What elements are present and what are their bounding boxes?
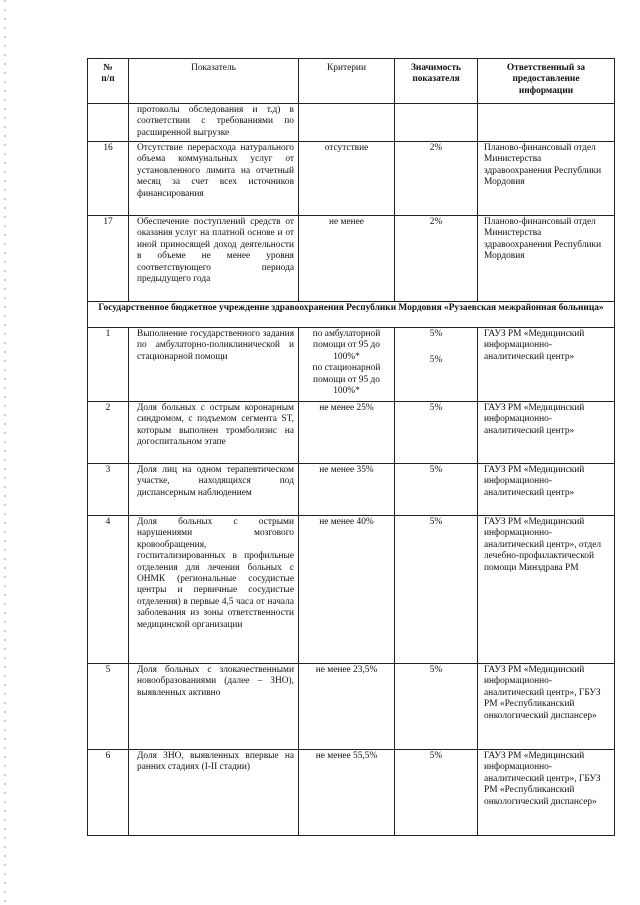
significance-outpatient: 5% (429, 329, 443, 339)
header-responsible: Ответственный за предоставление информации (478, 59, 615, 104)
criteria-inpatient: по стационарной помощи от 95 до 100%* (312, 363, 381, 397)
row-num: 3 (88, 464, 129, 516)
row-indicator: Доля больных с острым коронарным синдромом, с подъемом сегмента ST, которым выполнен тромболизис на догоспитальном этапе (129, 402, 299, 464)
row-indicator: Доля больных с злокачественными новообразованиями (далее – ЗНО), выявленных активно (129, 664, 299, 750)
table-row (88, 104, 615, 142)
header-indicator: Показатель (129, 59, 299, 104)
row-significance: 2% (395, 216, 478, 302)
row-criteria: отсутствие (299, 142, 395, 216)
row-significance: 5% (395, 750, 478, 836)
section-title: Государственное бюджетное учреждение здравоохранения Республики Мордовия «Рузаевская межрайонная больница» (88, 302, 615, 328)
row-significance: 5% (395, 402, 478, 464)
row-criteria (299, 328, 395, 402)
row-num: 6 (88, 750, 129, 836)
table-row (88, 516, 615, 664)
row-indicator: Доля больных с острыми нарушениями мозгового кровообращения, госпитализированных в профильные отделения для лечения больных с ОНМК (региональные сосудистые центры и первичные сосудистые отделения) в первые 4,5 часа от начала заболевания из зоны ответственности медицинской организации (129, 516, 299, 664)
table-row (88, 750, 615, 836)
table-row (88, 402, 615, 464)
row-num: 1 (88, 328, 129, 402)
row-responsible (478, 104, 615, 142)
row-significance (395, 104, 478, 142)
row-criteria: не менее 35% (299, 464, 395, 516)
row-num: 17 (88, 216, 129, 302)
row-significance: 5% (395, 464, 478, 516)
criteria-table (87, 58, 615, 836)
row-num: 16 (88, 142, 129, 216)
row-responsible: ГАУЗ РМ «Медицинский информационно-аналитический центр», отдел лечебно-профилактической помощи Минздрава РМ (478, 516, 615, 664)
row-criteria: не менее 40% (299, 516, 395, 664)
row-responsible: Планово-финансовый отдел Министерства здравоохранения Республики Мордовия (478, 142, 615, 216)
row-criteria: не менее 25% (299, 402, 395, 464)
row-responsible: ГАУЗ РМ «Медицинский информационно-аналитический центр», ГБУЗ РМ «Республиканский онкологический диспансер» (478, 750, 615, 836)
row-num (88, 104, 129, 142)
row-responsible: ГАУЗ РМ «Медицинский информационно-аналитический центр», ГБУЗ РМ «Республиканский онкологический диспансер» (478, 664, 615, 750)
row-criteria: не менее (299, 216, 395, 302)
row-criteria (299, 104, 395, 142)
row-num: 5 (88, 664, 129, 750)
table-row (88, 216, 615, 302)
row-responsible: ГАУЗ РМ «Медицинский информационно-аналитический центр» (478, 464, 615, 516)
row-indicator: Доля ЗНО, выявленных впервые на ранних стадиях (I-II стадии) (129, 750, 299, 836)
row-indicator: протоколы обследования и т.д) в соответствии с требованиями по расширенной выгрузке (129, 104, 299, 142)
row-responsible: ГАУЗ РМ «Медицинский информационно-аналитический центр» (478, 402, 615, 464)
table-row (88, 464, 615, 516)
header-significance: Значимость показателя (395, 59, 478, 104)
header-num: № п/п (88, 59, 129, 104)
row-significance (395, 328, 478, 402)
row-indicator: Отсутствие перерасхода натурального объема коммунальных услуг от установленного лимита на отчетный месяц за счет всех источников финансирования (129, 142, 299, 216)
significance-spacer (399, 340, 473, 351)
criteria-outpatient: по амбулаторной помощи от 95 до 100%* (312, 329, 381, 362)
row-significance: 5% (395, 516, 478, 664)
row-criteria: не менее 55,5% (299, 750, 395, 836)
row-num: 4 (88, 516, 129, 664)
section-row (88, 302, 615, 328)
table-row (88, 664, 615, 750)
row-significance: 2% (395, 142, 478, 216)
row-num: 2 (88, 402, 129, 464)
row-responsible: ГАУЗ РМ «Медицинский информационно-аналитический центр» (478, 328, 615, 402)
row-indicator: Обеспечение поступлений средств от оказания услуг на платной основе и от иной приносящей доход деятельности в объеме не менее уровня соответствующего периода предыдущего года (129, 216, 299, 302)
row-indicator: Доля лиц на одном терапевтическом участке, находящихся под диспансерным наблюдением (129, 464, 299, 516)
row-indicator: Выполнение государственного задания по амбулаторно-поликлинической и стационарной помощи (129, 328, 299, 402)
table-row (88, 142, 615, 216)
table-row (88, 328, 615, 402)
row-significance: 5% (395, 664, 478, 750)
significance-inpatient: 5% (429, 355, 443, 366)
row-responsible: Планово-финансовый отдел Министерства здравоохранения Республики Мордовия (478, 216, 615, 302)
row-criteria: не менее 23,5% (299, 664, 395, 750)
table-header-row (88, 59, 615, 104)
header-criteria: Критерии (299, 59, 395, 104)
scan-margin-dots (4, 0, 6, 905)
